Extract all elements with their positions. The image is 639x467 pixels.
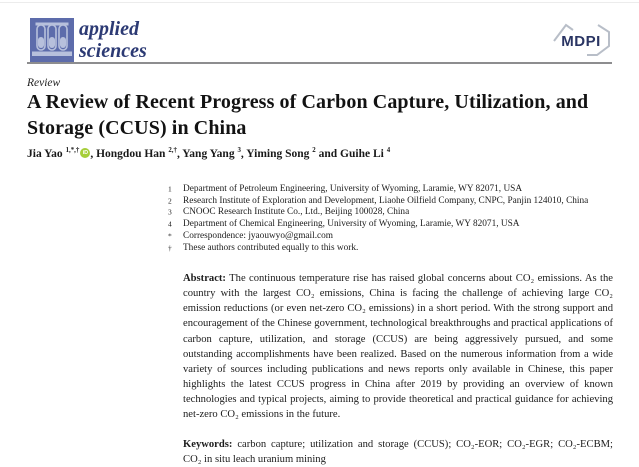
affiliations-list [168, 184, 628, 254]
abstract-text: The continuous temperature rise has raised global concerns about CO₂ emissions. As the country with the largest CO₂ emissions, China is facing the challenge of achieving large CO₂ emission reductions (or even net-zero CO₂ emissions) in a short period. With the strong support and encouragement of the Chinese government, technological breakthroughs and practical applications of carbon capture, utilization, and storage (CCUS) are being aggressively pursued, and some outstanding accomplishments have been realized. Based on the numerous information from a wide variety of sources including publications and news reports only available in Chinese, this paper highlights the latest CCUS progress in China after 2019 by providing an overview of known technologies and typical projects, aiming to provide theoretical and practical guidance for achieving net-zero CO₂ emissions in the future. [183, 273, 613, 421]
keywords-text: carbon capture; utilization and storage (CCUS); CO₂-EOR; CO₂-EGR; CO₂-ECBM; CO₂ in situ leach uranium mining [183, 438, 613, 465]
header-divider [27, 62, 612, 64]
page-top-border [0, 2, 639, 3]
abstract-column [183, 271, 613, 467]
article-type-label: Review [27, 77, 61, 89]
svg-text:MDPI: MDPI [561, 33, 601, 50]
affiliation-text: Correspondence: jyaouwyo@gmail.com [183, 230, 334, 241]
author-name: Guihe Li $^4$ [340, 147, 391, 160]
affiliation-row [168, 207, 628, 219]
affiliation-text: Department of Chemical Engineering, University of Wyoming, Laramie, WY 82071, USA [183, 219, 520, 230]
mdpi-logo[interactable] [551, 21, 613, 59]
affiliation-marker: 2 [168, 196, 172, 206]
affiliation-text: Research Institute of Exploration and Development, Liaohe Oilfield Company, CNPC, Panjin 124010, China [183, 195, 589, 206]
keywords-paragraph [183, 437, 613, 467]
affiliation-row [168, 243, 628, 255]
affiliation-row [168, 196, 628, 208]
test-tubes-icon [30, 18, 74, 62]
affiliation-text: CNOOC Research Institute Co., Ltd., Beijing 100028, China [183, 207, 410, 218]
mdpi-hexagon-icon [551, 21, 613, 59]
authors-line: Jia Yao $^{1,*,\dagger}$ iD , Hongdou Han $^{2,\dagger}$, Yang Yang $^3$, Yiming Song $^2$ and Guihe Li $^4$ [27, 147, 391, 160]
abstract-label: Abstract: [183, 273, 226, 284]
journal-name-line1: applied [79, 18, 139, 40]
affiliation-row [168, 184, 628, 196]
affiliation-text: Department of Petroleum Engineering, University of Wyoming, Laramie, WY 82071, USA [183, 184, 523, 194]
article-title: A Review of Recent Progress of Carbon Capture, Utilization, and Storage (CCUS) in China [27, 91, 589, 139]
affiliation-marker: * [168, 231, 172, 241]
affiliation-row [168, 219, 628, 231]
author-name: Yiming Song $^2$ [246, 147, 316, 160]
author-name: Jia Yao $^{1,*,\dagger}$ iD [27, 148, 90, 160]
journal-name [79, 19, 147, 62]
author-name: Hongdou Han $^{2,\dagger}$ [96, 147, 177, 160]
affiliation-marker: 4 [168, 219, 172, 229]
affiliation-text: These authors contributed equally to this work. [183, 242, 359, 253]
applied-sciences-logo[interactable] [30, 18, 74, 62]
orcid-icon[interactable]: iD [80, 148, 90, 158]
abstract-paragraph [183, 271, 613, 423]
keywords-label: Keywords: [183, 438, 233, 450]
affiliation-marker: 1 [168, 184, 172, 194]
affiliation-marker: 3 [168, 207, 172, 217]
author-name: Yang Yang $^3$ [182, 147, 241, 160]
affiliation-row [168, 231, 628, 243]
affiliation-marker: † [168, 243, 172, 253]
journal-name-line2: sciences [79, 39, 147, 62]
